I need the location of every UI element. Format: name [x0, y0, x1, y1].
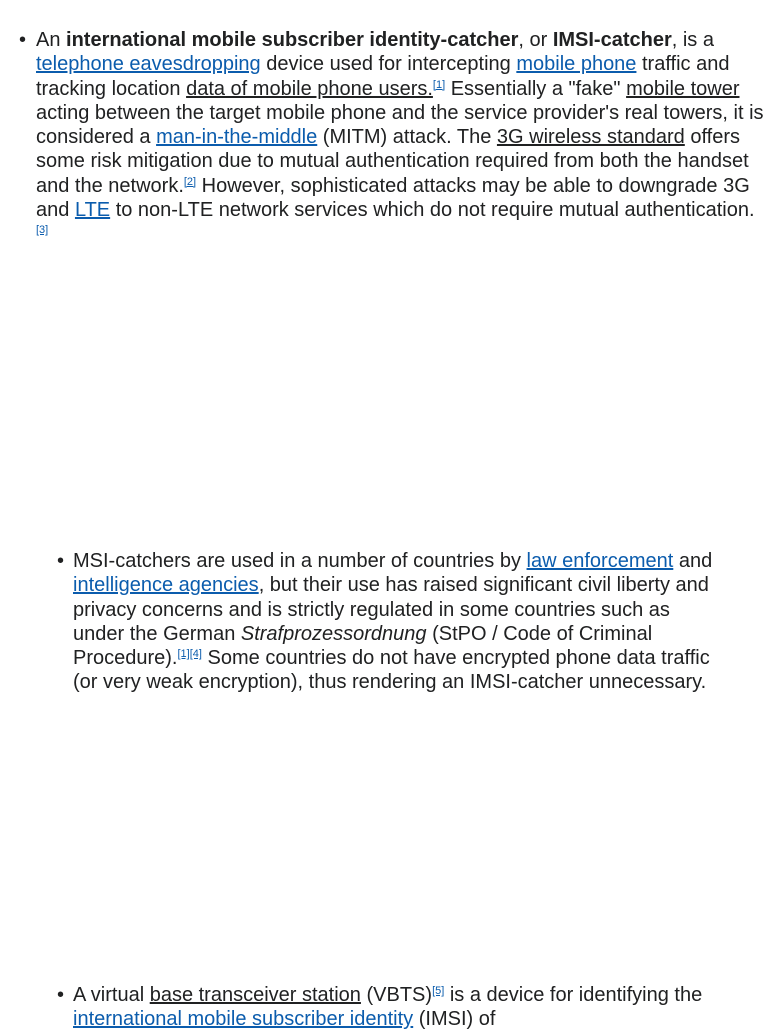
text: However, sophisticated attacks may be able to downgrade 3G and [36, 174, 750, 222]
link-mobile-tower[interactable]: mobile tower [626, 77, 740, 100]
bullet-marker: • [57, 550, 65, 572]
text: offers some risk mitigation due to mutual authentication required from both the handset and the network. [36, 126, 749, 197]
text: (StPO / Code of Criminal Procedure). [73, 622, 653, 670]
citation-1[interactable]: [1] [177, 648, 190, 661]
link-mobile-phone[interactable]: mobile phone [516, 53, 637, 76]
citation-2[interactable]: [2] [183, 175, 197, 188]
italic-term: Strafprozessordnung [240, 622, 427, 645]
text: Some countries do not have encrypted phone data traffic (or very weak encryption), thus rendering an IMSI-catcher unnecessary. [73, 647, 710, 694]
text: MSI-catchers are used in a number of countries by [73, 550, 527, 572]
link-lte[interactable]: LTE [74, 199, 111, 222]
bold-term: international mobile subscriber identity-catcher [66, 29, 519, 51]
link-data-of-mobile-phone-users[interactable]: data of mobile phone users. [186, 77, 433, 100]
citation-4[interactable]: [4] [189, 648, 202, 661]
text: acting between the target mobile phone and the service provider's real towers, it is considered a [36, 101, 764, 149]
text: (VBTS) [360, 984, 433, 1006]
link-telephone-eavesdropping[interactable]: telephone eavesdropping [36, 53, 261, 76]
bullet-marker: • [19, 29, 27, 51]
paragraph-virtual-bts [57, 983, 713, 1032]
text: and [673, 550, 713, 572]
citation-3[interactable]: [3] [36, 224, 49, 237]
bold-term: IMSI-catcher [552, 29, 672, 51]
link-law-enforcement[interactable]: law enforcement [526, 550, 674, 572]
link-intelligence-agencies[interactable]: intelligence agencies [73, 574, 259, 597]
text: , is a [671, 29, 714, 51]
link-base-transceiver-station[interactable]: base transceiver station [149, 984, 361, 1006]
text: (IMSI) of [413, 1008, 496, 1031]
paragraph-imsi-catcher-intro [19, 28, 766, 247]
text: device used for intercepting [260, 53, 517, 76]
bullet-marker: • [57, 984, 65, 1006]
link-man-in-the-middle[interactable]: man-in-the-middle [156, 126, 318, 149]
citation-5[interactable]: [5] [432, 985, 445, 997]
text: Essentially a "fake" [445, 77, 627, 100]
text: to non-LTE network services which do not require mutual authentication. [110, 199, 755, 222]
text: traffic and tracking location [36, 53, 730, 100]
text: A virtual [73, 984, 150, 1006]
link-international-mobile-subscriber-identity[interactable]: international mobile subscriber identity [73, 1008, 414, 1031]
citation-1[interactable]: [1] [432, 78, 446, 91]
text: An [36, 29, 67, 51]
text: is a device for identifying the [444, 984, 703, 1006]
text: , but their use has raised significant civil liberty and privacy concerns and is strictly regulated in some countries such as under the German [73, 574, 709, 645]
text: (MITM) attack. The [317, 126, 497, 149]
link-3g-wireless-standard[interactable]: 3G wireless standard [496, 126, 685, 149]
paragraph-imsi-catcher-usage [57, 549, 713, 695]
text: , or [518, 29, 553, 51]
